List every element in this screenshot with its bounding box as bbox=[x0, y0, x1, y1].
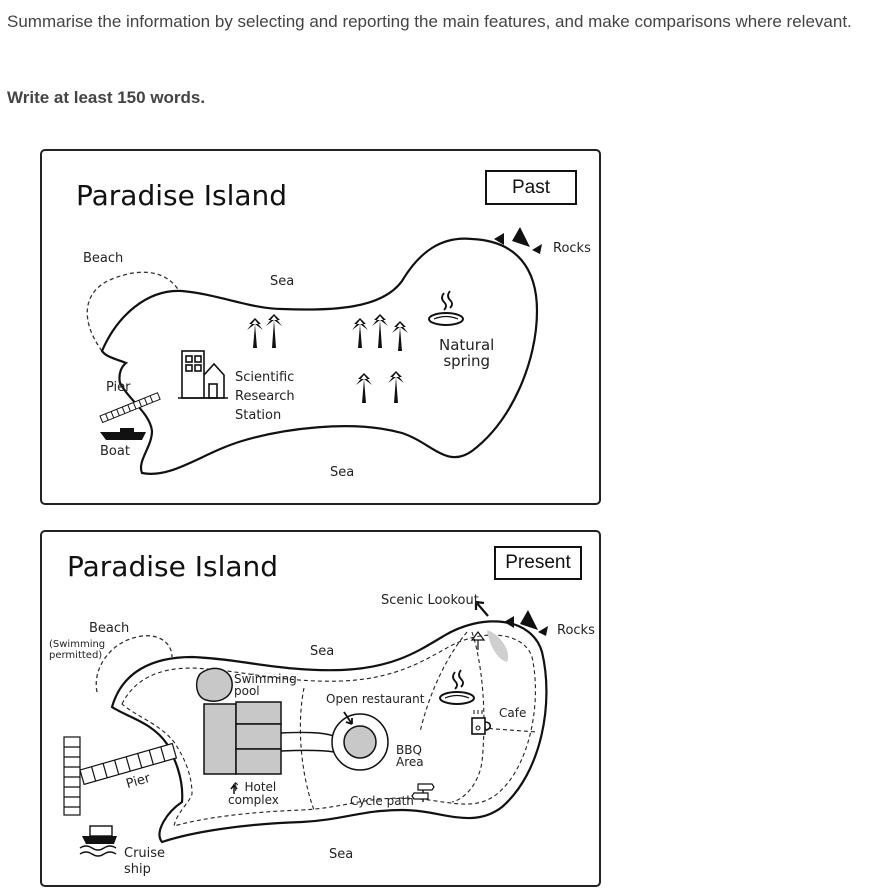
present-beach-note: (Swimming permitted) bbox=[49, 639, 106, 661]
present-cruise-label: Cruise ship bbox=[124, 846, 166, 877]
present-sea-bottom-label: Sea bbox=[329, 847, 354, 862]
word-count-requirement: Write at least 150 words. bbox=[7, 88, 206, 107]
past-era-label: Past bbox=[485, 170, 577, 205]
present-beach-label: Beach bbox=[89, 621, 130, 636]
past-sea-top-label: Sea bbox=[270, 274, 295, 289]
past-map bbox=[40, 149, 601, 505]
past-map-title: Paradise Island bbox=[76, 179, 288, 212]
past-pier-label: Pier bbox=[106, 380, 131, 395]
past-spring-label: Natural spring bbox=[439, 336, 495, 370]
present-pier-label: Pier bbox=[124, 770, 153, 793]
present-cycle-label: Cycle path bbox=[350, 794, 414, 808]
present-hotel-label: ↑ Hotel complex bbox=[228, 780, 279, 807]
present-era-label: Present bbox=[494, 546, 582, 580]
present-sea-top-label: Sea bbox=[310, 644, 335, 659]
past-rocks-label: Rocks bbox=[553, 241, 591, 256]
present-cafe-label: Cafe bbox=[499, 706, 527, 720]
past-sea-bottom-label: Sea bbox=[330, 465, 355, 480]
present-map-title: Paradise Island bbox=[67, 550, 279, 583]
present-map bbox=[40, 530, 601, 887]
present-pool-label: Swimming pool bbox=[234, 672, 297, 698]
past-boat-label: Boat bbox=[100, 444, 130, 459]
past-research-label: Scientific Research Station bbox=[235, 370, 295, 423]
present-restaurant-label: Open restaurant bbox=[326, 692, 425, 706]
present-bbq-label: BBQ Area bbox=[396, 743, 424, 769]
past-beach-label: Beach bbox=[83, 251, 124, 266]
instructions-text: Summarise the information by selecting and reporting the main features, and make comparisons where relevant. bbox=[7, 12, 852, 31]
present-scenic-label: Scenic Lookout bbox=[381, 593, 479, 608]
present-rocks-label: Rocks bbox=[557, 623, 595, 638]
